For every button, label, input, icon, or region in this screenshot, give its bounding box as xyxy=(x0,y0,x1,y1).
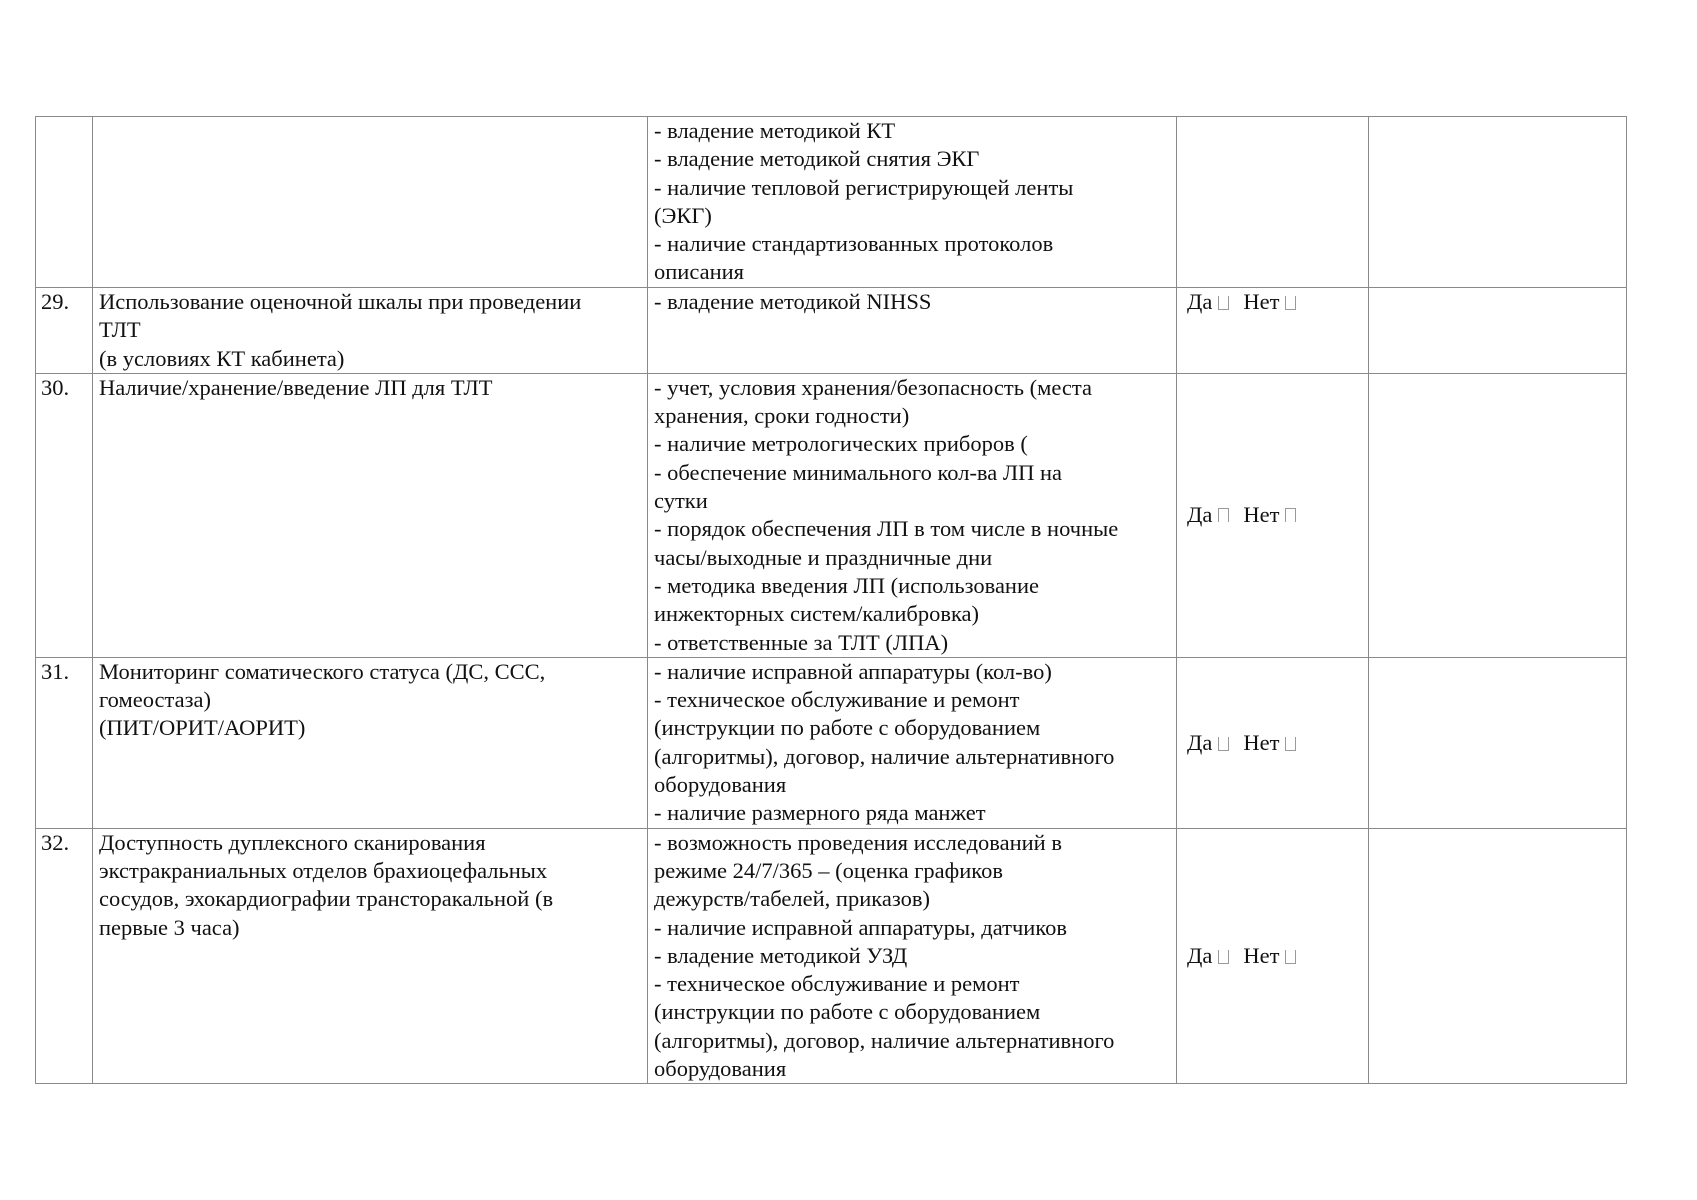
check-line: инжекторных систем/калибровка) xyxy=(654,601,980,627)
check-line: - наличие исправной аппаратуры (кол-во) xyxy=(654,658,1052,684)
table-row xyxy=(36,288,1627,374)
check-line: - наличие тепловой регистрирующей ленты xyxy=(654,174,1074,200)
answer-no-option[interactable] xyxy=(1243,288,1296,316)
notes-cell xyxy=(1369,373,1627,657)
row-number xyxy=(36,828,93,1084)
criterion-line: сосудов, эхокардиографии трансторакальной (в xyxy=(99,886,554,912)
check-line: (инструкции по работе с оборудованием xyxy=(654,999,1041,1025)
checks-cell xyxy=(648,657,1177,828)
table-row xyxy=(36,373,1627,657)
row-number-text: 30. xyxy=(41,374,70,400)
answer-no-option[interactable] xyxy=(1243,942,1296,970)
check-line: - наличие размерного ряда манжет xyxy=(654,800,986,826)
yes-checkbox-icon[interactable] xyxy=(1218,737,1229,751)
yes-checkbox-icon[interactable] xyxy=(1218,508,1229,522)
answer-yes-option[interactable] xyxy=(1187,501,1229,529)
answer-yes-option[interactable] xyxy=(1187,942,1229,970)
check-line: оборудования xyxy=(654,772,787,798)
check-line: - техническое обслуживание и ремонт xyxy=(654,971,1020,997)
answer-no-option[interactable] xyxy=(1243,729,1296,757)
checks-cell xyxy=(648,373,1177,657)
criterion-line: экстракраниальных отделов брахиоцефальных xyxy=(99,857,548,883)
answer-no-label: Нет xyxy=(1243,502,1280,528)
criterion-line: (ПИТ/ОРИТ/АОРИТ) xyxy=(99,715,306,741)
notes-cell xyxy=(1369,828,1627,1084)
check-line: - учет, условия хранения/безопасность (места xyxy=(654,374,1092,400)
checks-cell xyxy=(648,117,1177,288)
criterion-cell xyxy=(93,657,648,828)
criterion-line: ТЛТ xyxy=(99,317,141,343)
answer-cell xyxy=(1177,373,1369,657)
check-line: - владение методикой снятия ЭКГ xyxy=(654,146,980,172)
check-line: - порядок обеспечения ЛП в том числе в ночные xyxy=(654,516,1119,542)
check-line: оборудования xyxy=(654,1056,787,1082)
criterion-cell xyxy=(93,828,648,1084)
answer-cell xyxy=(1177,828,1369,1084)
check-line: (инструкции по работе с оборудованием xyxy=(654,715,1041,741)
yes-checkbox-icon[interactable] xyxy=(1218,296,1229,310)
row-number xyxy=(36,117,93,288)
check-line: часы/выходные и праздничные дни xyxy=(654,544,993,570)
answer-no-label: Нет xyxy=(1243,289,1280,314)
checks-cell xyxy=(648,828,1177,1084)
answer-yes-label: Да xyxy=(1187,729,1213,755)
answer-yes-label: Да xyxy=(1187,942,1213,968)
no-checkbox-icon[interactable] xyxy=(1285,737,1296,751)
answer-yes-option[interactable] xyxy=(1187,729,1229,757)
check-line: дежурств/табелей, приказов) xyxy=(654,886,930,912)
check-line: - методика введения ЛП (использование xyxy=(654,572,1039,598)
yes-checkbox-icon[interactable] xyxy=(1218,950,1229,964)
answer-no-label: Нет xyxy=(1243,729,1280,755)
table-row xyxy=(36,117,1627,288)
criterion-line: первые 3 часа) xyxy=(99,914,240,940)
criterion-cell xyxy=(93,117,648,288)
check-line: сутки xyxy=(654,488,708,514)
table-row xyxy=(36,828,1627,1084)
checks-cell xyxy=(648,288,1177,374)
check-line: (алгоритмы), договор, наличие альтернативного xyxy=(654,743,1115,769)
criterion-cell xyxy=(93,288,648,374)
answer-yes-label: Да xyxy=(1187,289,1213,314)
criterion-line: Использование оценочной шкалы при проведении xyxy=(99,289,582,314)
criterion-line: гомеостаза) xyxy=(99,687,211,713)
no-checkbox-icon[interactable] xyxy=(1285,508,1296,522)
checklist-table xyxy=(35,116,1627,1084)
check-line: - техническое обслуживание и ремонт xyxy=(654,687,1020,713)
criterion-line: Наличие/хранение/введение ЛП для ТЛТ xyxy=(99,374,493,400)
table-row xyxy=(36,657,1627,828)
row-number-text: 29. xyxy=(41,289,70,314)
check-line: - владение методикой КТ xyxy=(654,118,896,143)
row-number xyxy=(36,657,93,828)
answer-cell xyxy=(1177,117,1369,288)
criterion-line: Мониторинг соматического статуса (ДС, ССС, xyxy=(99,658,546,684)
check-line: - обеспечение минимального кол-ва ЛП на xyxy=(654,459,1063,485)
criterion-cell xyxy=(93,373,648,657)
row-number xyxy=(36,373,93,657)
answer-yes-option[interactable] xyxy=(1187,288,1229,316)
check-line: (алгоритмы), договор, наличие альтернативного xyxy=(654,1027,1115,1053)
row-number-text: 32. xyxy=(41,829,70,855)
check-line: - владение методикой УЗД xyxy=(654,942,908,968)
notes-cell xyxy=(1369,288,1627,374)
check-line: - владение методикой NIHSS xyxy=(654,289,932,314)
no-checkbox-icon[interactable] xyxy=(1285,296,1296,310)
notes-cell xyxy=(1369,117,1627,288)
notes-cell xyxy=(1369,657,1627,828)
criterion-line: Доступность дуплексного сканирования xyxy=(99,829,486,855)
answer-cell xyxy=(1177,657,1369,828)
check-line: - возможность проведения исследований в xyxy=(654,829,1062,855)
answer-yes-label: Да xyxy=(1187,502,1213,528)
check-line: хранения, сроки годности) xyxy=(654,403,910,429)
check-line: - наличие метрологических приборов ( xyxy=(654,431,1028,457)
check-line: - наличие стандартизованных протоколов xyxy=(654,231,1054,257)
check-line: описания xyxy=(654,259,745,285)
no-checkbox-icon[interactable] xyxy=(1285,950,1296,964)
check-line: (ЭКГ) xyxy=(654,202,712,228)
check-line: - ответственные за ТЛТ (ЛПА) xyxy=(654,629,949,655)
row-number xyxy=(36,288,93,374)
check-line: - наличие исправной аппаратуры, датчиков xyxy=(654,914,1067,940)
criterion-line: (в условиях КТ кабинета) xyxy=(99,345,345,371)
check-line: режиме 24/7/365 – (оценка графиков xyxy=(654,857,1003,883)
answer-no-label: Нет xyxy=(1243,942,1280,968)
row-number-text: 31. xyxy=(41,658,70,684)
answer-no-option[interactable] xyxy=(1243,501,1296,529)
answer-cell xyxy=(1177,288,1369,374)
